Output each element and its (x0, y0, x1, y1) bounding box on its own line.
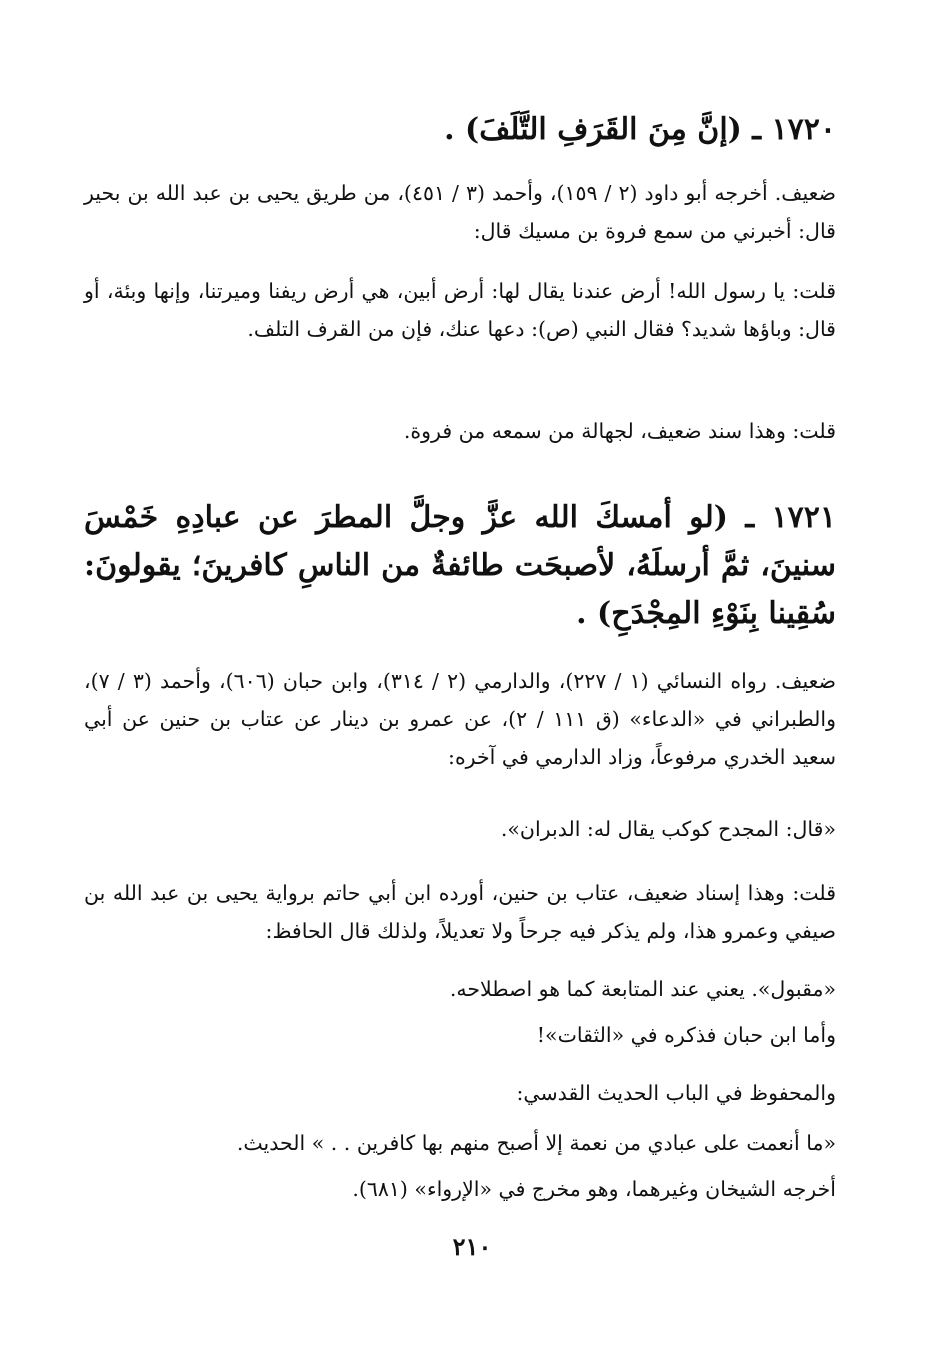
hadith-1721-comment: قلت: وهذا إسناد ضعيف، عتاب بن حنين، أورده ابن أبي حاتم برواية يحيى بن عبد الله بن صيفي وعمرو هذا، ولم يذكر فيه جرحاً ولا تعديلاً، ولذلك قال الحافظ: (84, 881, 836, 943)
hadith-1721-mahfuz: والمحفوظ في الباب الحديث القدسي: (516, 1081, 836, 1105)
hadith-1720-comment: قلت: وهذا سند ضعيف، لجهالة من سمعه من فروة. (403, 419, 836, 443)
hadith-1721-thiqat: وأما ابن حبان فذكره في «الثقات»! (536, 1023, 836, 1047)
hadith-1721-addition: «قال: المجدح كوكب يقال له: الدبران». (500, 817, 836, 841)
hadith-1720-takhrij: ضعيف. أخرجه أبو داود (٢ / ١٥٩)، وأحمد (٣ / ٤٥١)، من طريق يحيى بن عبد الله بن بحير قال: أخبرني من سمع فروة بن مسيك قال: (84, 181, 836, 243)
page-number: ٢١٠ (452, 1232, 492, 1261)
hadith-1721-maqbul: «مقبول». يعني عند المتابعة كما هو اصطلاحه. (449, 977, 836, 1001)
hadith-1720-heading: ١٧٢٠ ـ (إنَّ مِنَ القَرَفِ التَّلَفَ) . (444, 112, 836, 147)
hadith-1721-takhrij: ضعيف. رواه النسائي (١ / ٢٢٧)، والدارمي (٢ / ٣١٤)، وابن حبان (٦٠٦)، وأحمد (٣ / ٧)، والطبراني في «الدعاء» (ق ١١١ / ٢)، عن عمرو بن دينار عن عتاب بن حنين عن أبي سعيد الخدري مرفوعاً، وزاد الدارمي في آخره: (84, 669, 836, 769)
hadith-1720-text: قلت: يا رسول الله! أرض عندنا يقال لها: أرض أبين، هي أرض ريفنا وميرتنا، وإنها وبئة، أو قال: وباؤها شديد؟ فقال النبي (ص): دعها عنك، فإن من القرف التلف. (84, 279, 836, 341)
hadith-1721-qudsi: «ما أنعمت على عبادي من نعمة إلا أصبح منهم بها كافرين . . » الحديث. (236, 1131, 836, 1155)
hadith-1721-heading: ١٧٢١ ـ (لو أمسكَ الله عزَّ وجلَّ المطرَ عن عبادِهِ خَمْسَ سنينَ، ثمَّ أرسلَهُ، لأصبحَت طائفةٌ من الناسِ كافرينَ؛ يقولونَ: سُقِينا بِنَوْءِ المِجْدَحِ) . (84, 500, 836, 631)
hadith-1721-source: أخرجه الشيخان وغيرهما، وهو مخرج في «الإرواء» (٦٨١). (352, 1177, 836, 1201)
